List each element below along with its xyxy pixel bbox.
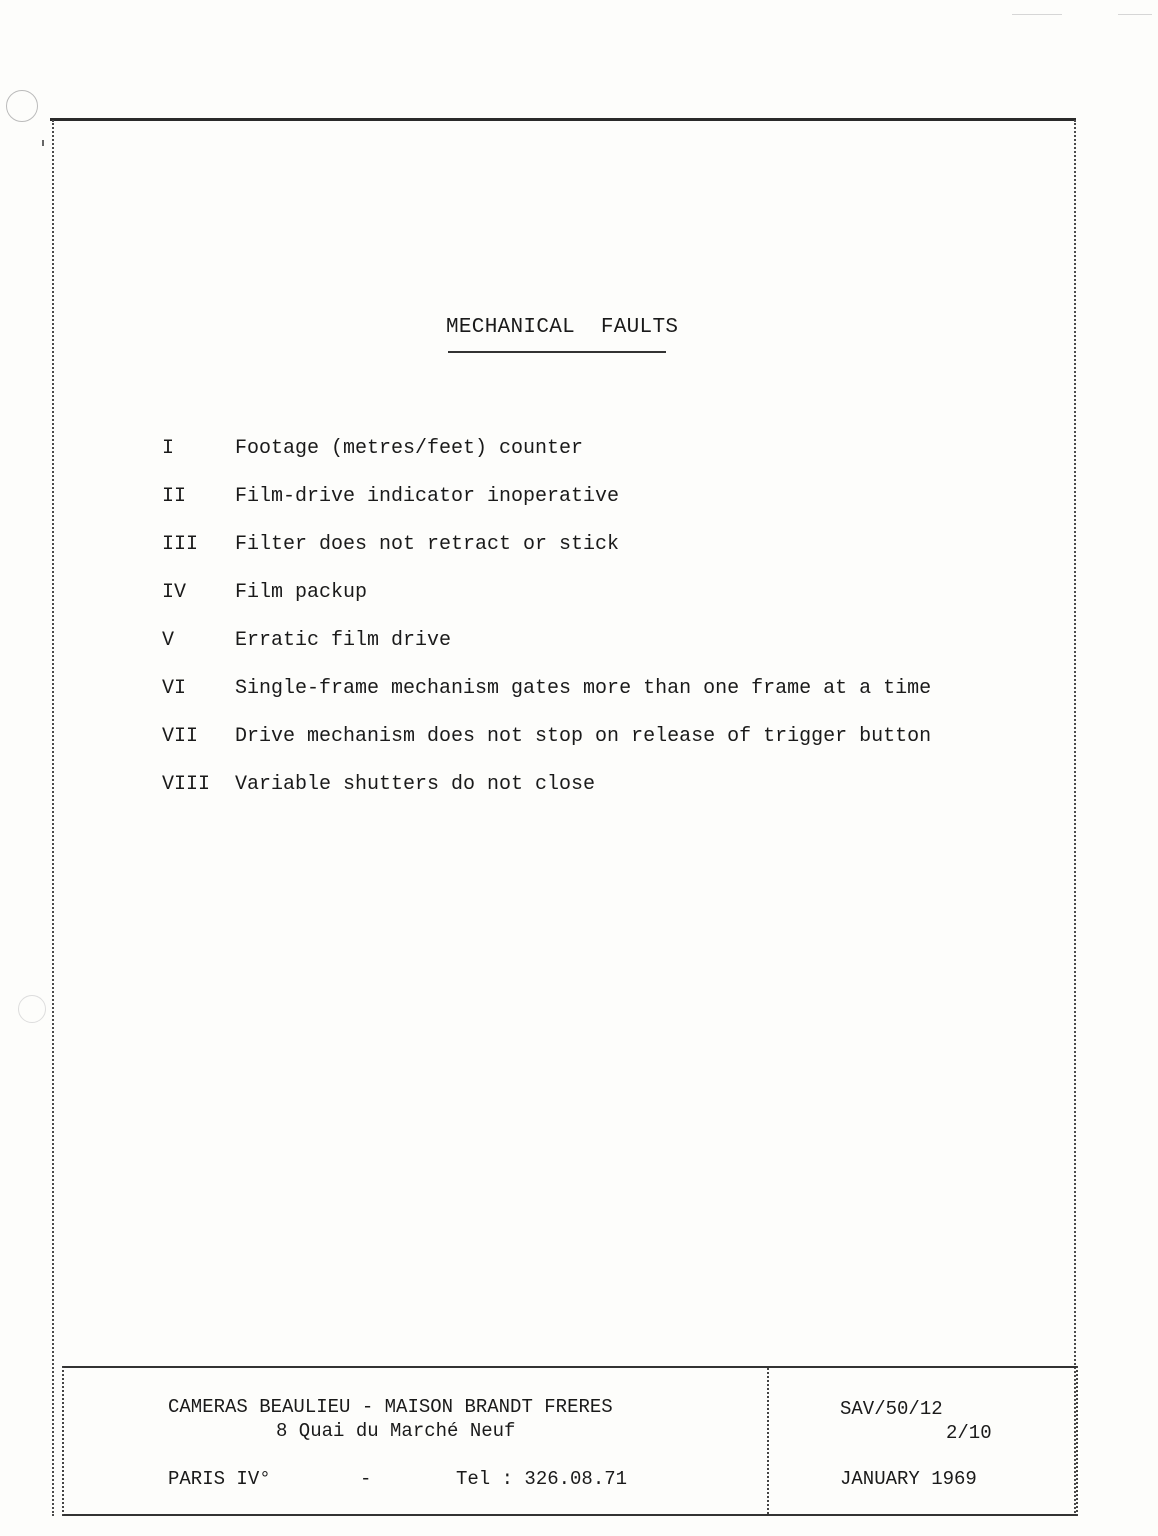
title-word-1: MECHANICAL (446, 316, 576, 339)
fault-item (162, 472, 982, 520)
margin-tick (42, 140, 44, 146)
fault-number: VI (162, 676, 187, 700)
fault-number: IV (162, 580, 187, 604)
fault-item (162, 664, 982, 712)
page-title (446, 316, 678, 339)
fault-description: Single-frame mechanism gates more than one frame at a time (235, 676, 932, 700)
company-name: CAMERAS BEAULIEU - MAISON BRANDT FRERES (168, 1396, 613, 1418)
title-word-2: FAULTS (600, 316, 679, 339)
fault-description: Drive mechanism does not stop on release of trigger button (235, 724, 932, 748)
fault-description: Footage (metres/feet) counter (235, 436, 584, 460)
fault-description: Erratic film drive (235, 628, 452, 652)
fault-item (162, 520, 982, 568)
fault-number: III (162, 532, 199, 556)
frame-right-border (1074, 120, 1076, 1516)
scan-speck (1012, 14, 1062, 15)
footer-dash: - (360, 1468, 372, 1490)
fault-description: Filter does not retract or stick (235, 532, 620, 556)
fault-item (162, 712, 982, 760)
footer-divider (767, 1368, 769, 1514)
company-city: PARIS IV° (168, 1468, 271, 1490)
page-number: 2/10 (946, 1422, 992, 1444)
company-telephone: Tel : 326.08.71 (456, 1468, 628, 1490)
fault-number: VII (162, 724, 199, 748)
fault-description: Variable shutters do not close (235, 772, 596, 796)
document-date: JANUARY 1969 (840, 1468, 977, 1490)
title-underline (448, 351, 666, 353)
fault-number: II (162, 484, 187, 508)
fault-description: Film-drive indicator inoperative (235, 484, 620, 508)
frame-left-border (52, 120, 54, 1516)
fault-description: Film packup (235, 580, 368, 604)
frame-top-border (50, 118, 1076, 121)
fault-list (162, 424, 982, 808)
footer-box (62, 1366, 1078, 1516)
punch-hole-mark (18, 995, 46, 1023)
fault-number: I (162, 436, 175, 460)
document-reference: SAV/50/12 (840, 1398, 943, 1420)
scan-speck (1118, 14, 1152, 15)
fault-item (162, 568, 982, 616)
fault-item (162, 424, 982, 472)
company-address: 8 Quai du Marché Neuf (276, 1420, 516, 1442)
fault-number: VIII (162, 772, 211, 796)
fault-item (162, 616, 982, 664)
punch-hole-mark (6, 90, 38, 122)
fault-item (162, 760, 982, 808)
fault-number: V (162, 628, 175, 652)
